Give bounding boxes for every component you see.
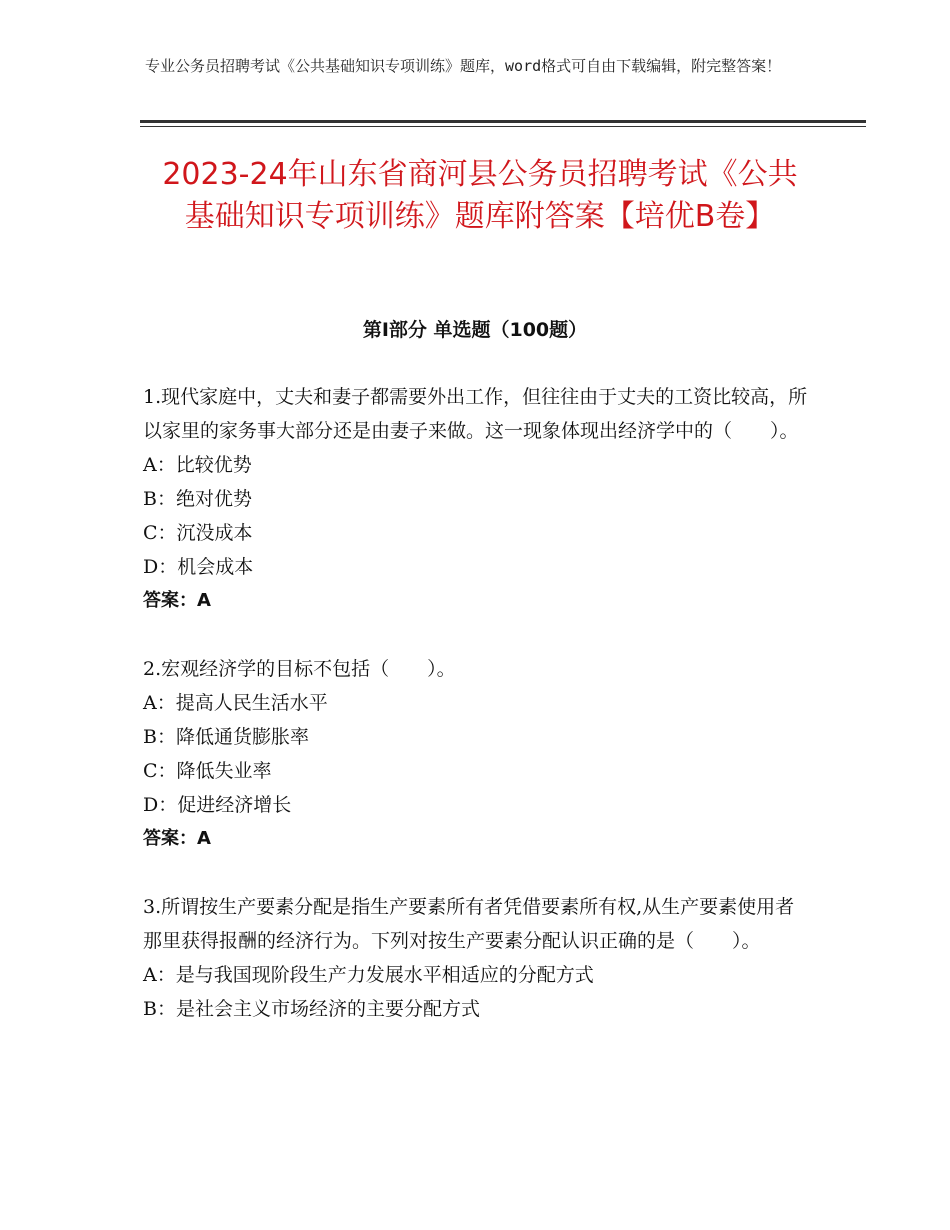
option-d: D：促进经济增长: [143, 794, 292, 816]
option-a: A：是与我国现阶段生产力发展水平相适应的分配方式: [143, 964, 594, 986]
option-a: A：提高人民生活水平: [143, 692, 328, 714]
document-title: 2023-24年山东省商河县公务员招聘考试《公共基础知识专项训练》题库附答案【培优B卷】: [162, 157, 798, 234]
option-b: B：绝对优势: [143, 488, 252, 510]
question-2: [143, 652, 809, 856]
option-a: A：比较优势: [143, 454, 252, 476]
question-3: [143, 890, 809, 1026]
answer: 答案：A: [143, 828, 211, 849]
header-rule-thin: [140, 126, 866, 127]
question-1: [143, 380, 809, 618]
option-b: B：是社会主义市场经济的主要分配方式: [143, 998, 480, 1020]
question-stem: 1.现代家庭中，丈夫和妻子都需要外出工作，但往往由于丈夫的工资比较高，所以家里的家务事大部分还是由妻子来做。这一现象体现出经济学中的（ ）。: [143, 386, 808, 442]
question-list: [143, 380, 809, 1060]
header-note: 专业公务员招聘考试《公共基础知识专项训练》题库，word格式可自由下载编辑，附完整答案！: [145, 57, 782, 75]
question-stem: 2.宏观经济学的目标不包括（ ）。: [143, 658, 456, 680]
question-stem: 3.所谓按生产要素分配是指生产要素所有者凭借要素所有权,从生产要素使用者那里获得报酬的经济行为。下列对按生产要素分配认识正确的是（ ）。: [143, 896, 795, 952]
section-title: 第Ⅰ部分 单选题（100题）: [362, 319, 588, 341]
option-c: C：沉没成本: [143, 522, 253, 544]
option-d: D：机会成本: [143, 556, 254, 578]
option-b: B：降低通货膨胀率: [143, 726, 309, 748]
header-rule-thick: [140, 120, 866, 123]
option-c: C：降低失业率: [143, 760, 272, 782]
answer: 答案：A: [143, 590, 211, 611]
